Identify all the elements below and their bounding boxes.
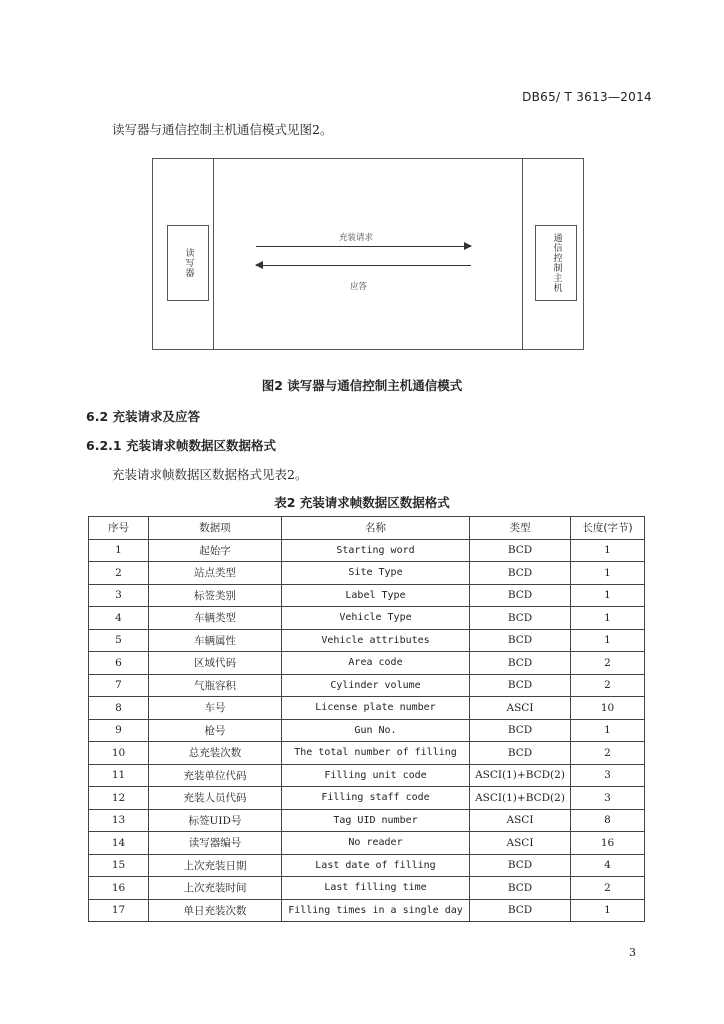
- cell-length: 2: [571, 877, 645, 900]
- section-heading-6-2: 6.2 充装请求及应答: [86, 409, 200, 424]
- header-type: 类型: [470, 517, 571, 540]
- cell-type: BCD: [470, 607, 571, 630]
- cell-name: License plate number: [282, 697, 470, 720]
- cell-type: ASCI: [470, 697, 571, 720]
- communication-diagram: [152, 158, 584, 350]
- table-row: [89, 764, 645, 787]
- table-row: [89, 877, 645, 900]
- table-row: [89, 674, 645, 697]
- table-row: [89, 584, 645, 607]
- cell-length: 1: [571, 899, 645, 922]
- table-row: [89, 697, 645, 720]
- cell-item: 车号: [149, 697, 282, 720]
- host-label: 通信控制主机: [551, 233, 562, 293]
- cell-seq: 6: [89, 652, 149, 675]
- cell-name: Vehicle attributes: [282, 629, 470, 652]
- header-item: 数据项: [149, 517, 282, 540]
- cell-length: 2: [571, 652, 645, 675]
- page-number: 3: [629, 946, 636, 959]
- cell-seq: 7: [89, 674, 149, 697]
- table-row: [89, 742, 645, 765]
- cell-type: BCD: [470, 562, 571, 585]
- cell-seq: 17: [89, 899, 149, 922]
- cell-item: 车辆类型: [149, 607, 282, 630]
- cell-seq: 8: [89, 697, 149, 720]
- table-row: [89, 539, 645, 562]
- cell-seq: 4: [89, 607, 149, 630]
- cell-type: ASCI: [470, 832, 571, 855]
- cell-type: ASCI(1)+BCD(2): [470, 787, 571, 810]
- cell-length: 3: [571, 787, 645, 810]
- diagram-divider-left: [213, 159, 214, 349]
- cell-name: Cylinder volume: [282, 674, 470, 697]
- table-row: [89, 832, 645, 855]
- cell-length: 1: [571, 584, 645, 607]
- cell-name: Filling staff code: [282, 787, 470, 810]
- table-row: [89, 854, 645, 877]
- cell-length: 2: [571, 742, 645, 765]
- response-label: 应答: [350, 282, 368, 292]
- cell-type: ASCI(1)+BCD(2): [470, 764, 571, 787]
- cell-name: Tag UID number: [282, 809, 470, 832]
- cell-length: 1: [571, 562, 645, 585]
- host-box: [535, 225, 577, 301]
- cell-seq: 15: [89, 854, 149, 877]
- cell-name: The total number of filling: [282, 742, 470, 765]
- cell-type: BCD: [470, 854, 571, 877]
- cell-seq: 13: [89, 809, 149, 832]
- cell-item: 上次充装时间: [149, 877, 282, 900]
- reader-label: 读写器: [183, 248, 194, 278]
- diagram-divider-right: [522, 159, 523, 349]
- cell-seq: 10: [89, 742, 149, 765]
- table-row: [89, 607, 645, 630]
- table-body: [89, 539, 645, 922]
- cell-length: 4: [571, 854, 645, 877]
- cell-name: Last filling time: [282, 877, 470, 900]
- document-code: DB65/ T 3613—2014: [522, 90, 652, 104]
- cell-length: 1: [571, 607, 645, 630]
- cell-length: 16: [571, 832, 645, 855]
- cell-item: 枪号: [149, 719, 282, 742]
- cell-name: Gun No.: [282, 719, 470, 742]
- cell-length: 3: [571, 764, 645, 787]
- cell-type: BCD: [470, 584, 571, 607]
- cell-item: 站点类型: [149, 562, 282, 585]
- cell-seq: 9: [89, 719, 149, 742]
- response-arrow: [256, 265, 471, 266]
- cell-name: Site Type: [282, 562, 470, 585]
- cell-name: Vehicle Type: [282, 607, 470, 630]
- cell-name: Filling unit code: [282, 764, 470, 787]
- reader-box: [167, 225, 209, 301]
- header-length: 长度(字节): [571, 517, 645, 540]
- cell-type: BCD: [470, 899, 571, 922]
- cell-item: 起始字: [149, 539, 282, 562]
- cell-length: 2: [571, 674, 645, 697]
- cell-length: 1: [571, 629, 645, 652]
- cell-type: BCD: [470, 719, 571, 742]
- cell-type: BCD: [470, 652, 571, 675]
- cell-type: BCD: [470, 539, 571, 562]
- cell-item: 标签类别: [149, 584, 282, 607]
- cell-item: 充装人员代码: [149, 787, 282, 810]
- cell-seq: 16: [89, 877, 149, 900]
- cell-name: Starting word: [282, 539, 470, 562]
- table-row: [89, 629, 645, 652]
- table-row: [89, 899, 645, 922]
- cell-item: 读写器编号: [149, 832, 282, 855]
- cell-length: 1: [571, 539, 645, 562]
- cell-item: 标签UID号: [149, 809, 282, 832]
- cell-item: 区域代码: [149, 652, 282, 675]
- cell-name: Label Type: [282, 584, 470, 607]
- cell-seq: 1: [89, 539, 149, 562]
- header-seq: 序号: [89, 517, 149, 540]
- cell-name: Filling times in a single day: [282, 899, 470, 922]
- table-row: [89, 719, 645, 742]
- cell-length: 10: [571, 697, 645, 720]
- cell-type: BCD: [470, 877, 571, 900]
- table-row: [89, 652, 645, 675]
- cell-seq: 11: [89, 764, 149, 787]
- cell-item: 充装单位代码: [149, 764, 282, 787]
- request-arrow: [256, 246, 471, 247]
- figure-caption: 图2 读写器与通信控制主机通信模式: [261, 378, 463, 393]
- cell-item: 气瓶容积: [149, 674, 282, 697]
- cell-seq: 14: [89, 832, 149, 855]
- header-name: 名称: [282, 517, 470, 540]
- table-caption: 表2 充装请求帧数据区数据格式: [274, 495, 450, 510]
- cell-seq: 3: [89, 584, 149, 607]
- cell-type: ASCI: [470, 809, 571, 832]
- table-row: [89, 809, 645, 832]
- cell-name: No reader: [282, 832, 470, 855]
- intro-paragraph: 读写器与通信控制主机通信模式见图2。: [112, 122, 333, 137]
- table-header-row: [89, 517, 645, 540]
- table-row: [89, 562, 645, 585]
- cell-item: 车辆属性: [149, 629, 282, 652]
- cell-type: BCD: [470, 674, 571, 697]
- cell-item: 总充装次数: [149, 742, 282, 765]
- table-row: [89, 787, 645, 810]
- cell-item: 单日充装次数: [149, 899, 282, 922]
- cell-length: 1: [571, 719, 645, 742]
- cell-item: 上次充装日期: [149, 854, 282, 877]
- cell-seq: 2: [89, 562, 149, 585]
- cell-name: Last date of filling: [282, 854, 470, 877]
- cell-seq: 5: [89, 629, 149, 652]
- cell-seq: 12: [89, 787, 149, 810]
- cell-type: BCD: [470, 742, 571, 765]
- section-heading-6-2-1: 6.2.1 充装请求帧数据区数据格式: [86, 438, 276, 453]
- cell-name: Area code: [282, 652, 470, 675]
- request-label: 充装请求: [339, 233, 374, 243]
- cell-type: BCD: [470, 629, 571, 652]
- table-intro-paragraph: 充装请求帧数据区数据格式见表2。: [112, 467, 308, 482]
- data-format-table: [88, 516, 645, 922]
- cell-length: 8: [571, 809, 645, 832]
